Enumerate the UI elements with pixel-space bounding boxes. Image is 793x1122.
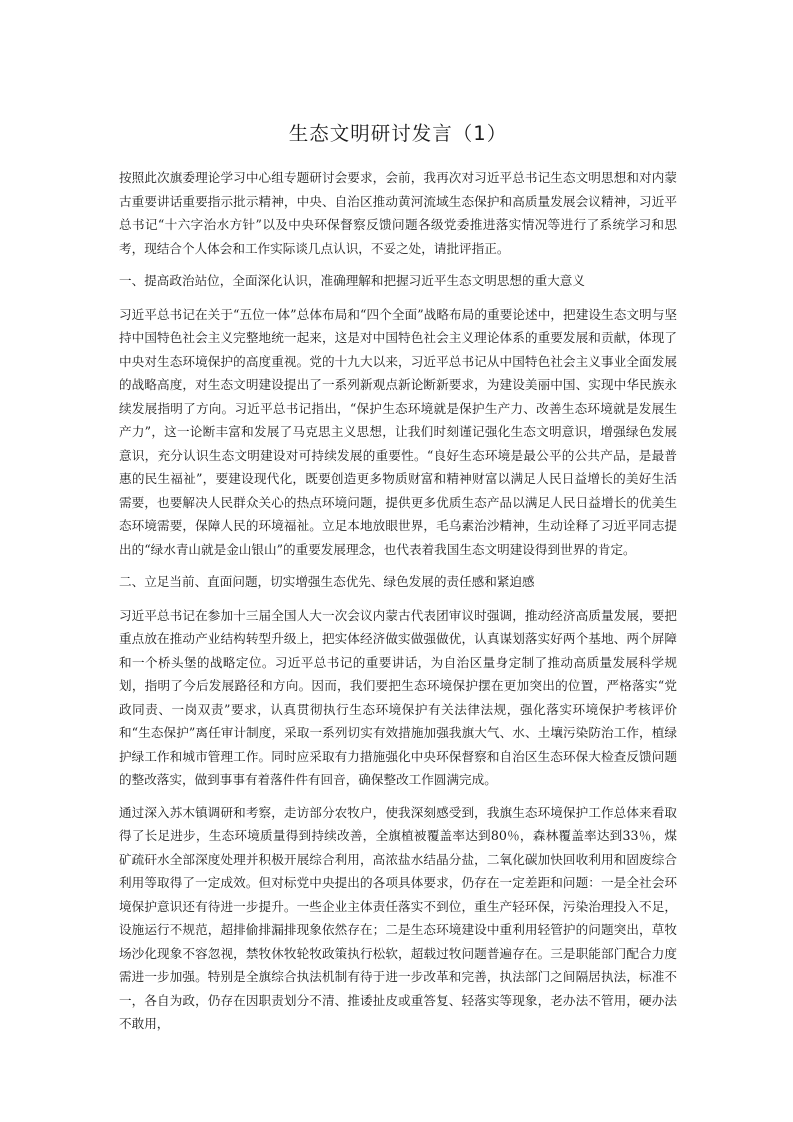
intro-paragraph: 按照此次旗委理论学习中心组专题研讨会要求，会前，我再次对习近平总书记生态文明思想和对内蒙古重要讲话重要指示批示精神，中央、自治区推动黄河流域生态保护和高质量发展会议精神，习近平总书记“十六字治水方针”以及中央环保督察反馈问题各级党委推进落实情况等进行了系统学习和思考，现结合个人体会和工作实际谈几点认识，不妥之处，请批评指正。 <box>119 170 677 256</box>
section-2-paragraph-2: 通过深入苏木镇调研和考察，走访部分农牧户，使我深刻感受到，我旗生态环境保护工作总体来看取得了长足进步，生态环境质量得到持续改善，全旗植被覆盖率达到80％，森林覆盖率达到33％，煤矿疏矸水全部深度处理并积极开展综合利用，高浓盐水结晶分盐，二氧化碳加快回收利用和固废综合利用等取得了一定成效。但对标党中央提出的各项具体要求，仍存在一定差距和问题：一是全社会环境保护意识还有待进一步提升。一些企业主体责任落实不到位，重生产轻环保，污染治理投入不足，设施运行不规范，超排偷排漏排现象依然存在；二是生态环境建设中重利用轻管护的问题突出，草牧场沙化现象不容忽视，禁牧休牧轮牧政策执行松软，超载过牧问题普遍存在。三是职能部门配合力度需进一步加强。特别是全旗综合执法机制有待于进一步改革和完善，执法部门之间隔居执法，标准不一，各自为政，仍存在因职责划分不清、推诿扯皮或重答复、轻落实等现象，老办法不管用，硬办法不敢用， <box>119 804 677 1031</box>
section-heading-1: 一、提高政治站位，全面深化认识，准确理解和把握习近平生态文明思想的重大意义 <box>119 273 585 288</box>
section-heading-2: 二、立足当前、直面问题，切实增强生态优先、绿色发展的责任感和紧迫感 <box>119 574 535 589</box>
document-page <box>119 118 677 1045</box>
page-title: 生态文明研讨发言（1） <box>288 122 508 145</box>
section-1-paragraph: 习近平总书记在关于“五位一体”总体布局和“四个全面”战略布局的重要论述中，把建设生态文明与坚持中国特色社会主义完整地统一起来，这是对中国特色社会主义理论体系的重要发展和贡献，体现了中央对生态环境保护的高度重视。党的十九大以来，习近平总书记从中国特色社会主义事业全面发展的战略高度，对生态文明建设提出了一系列新观点新论断新要求，为建设美丽中国、实现中华民族永续发展指明了方向。习近平总书记指出，“保护生态环境就是保护生产力、改善生态环境就是发展生产力”，这一论断丰富和发展了马克思主义思想，让我们时刻谨记强化生态文明意识，增强绿色发展意识，充分认识生态文明建设对可持续发展的重要性。“良好生态环境是最公平的公共产品，是最普惠的民生福祉”，要建设现代化，既要创造更多物质财富和精神财富以满足人民日益增长的美好生活需要，也要解决人民群众关心的热点环境问题，提供更多优质生态产品以满足人民日益增长的优美生态环境需要，保障人民的环境福祉。立足本地放眼世界，毛乌素治沙精神，生动诠释了习近平同志提出的“绿水青山就是金山银山”的重要发展理念，也代表着我国生态文明建设得到世界的肯定。 <box>119 306 677 557</box>
section-2-paragraph-1: 习近平总书记在参加十三届全国人大一次会议内蒙古代表团审议时强调，推动经济高质量发展，要把重点放在推动产业结构转型升级上，把实体经济做实做强做优，认真谋划落实好两个基地、两个屏障和一个桥头堡的战略定位。习近平总书记的重要讲话，为自治区量身定制了推动高质量发展科学规划，指明了今后发展路径和方向。因而，我们要把生态环境保护摆在更加突出的位置，严格落实“党政同责、一岗双责”要求，认真贯彻执行生态环境保护有关法律法规，强化落实环境保护考核评价和“生态保护”离任审计制度，采取一系列切实有效措施加强我旗大气、水、土壤污染防治工作，植绿护绿工作和城市管理工作。同时应采取有力措施强化中央环保督察和自治区生态环保大检查反馈问题的整改落实，做到事事有着落件件有回音，确保整改工作圆满完成。 <box>119 607 677 787</box>
